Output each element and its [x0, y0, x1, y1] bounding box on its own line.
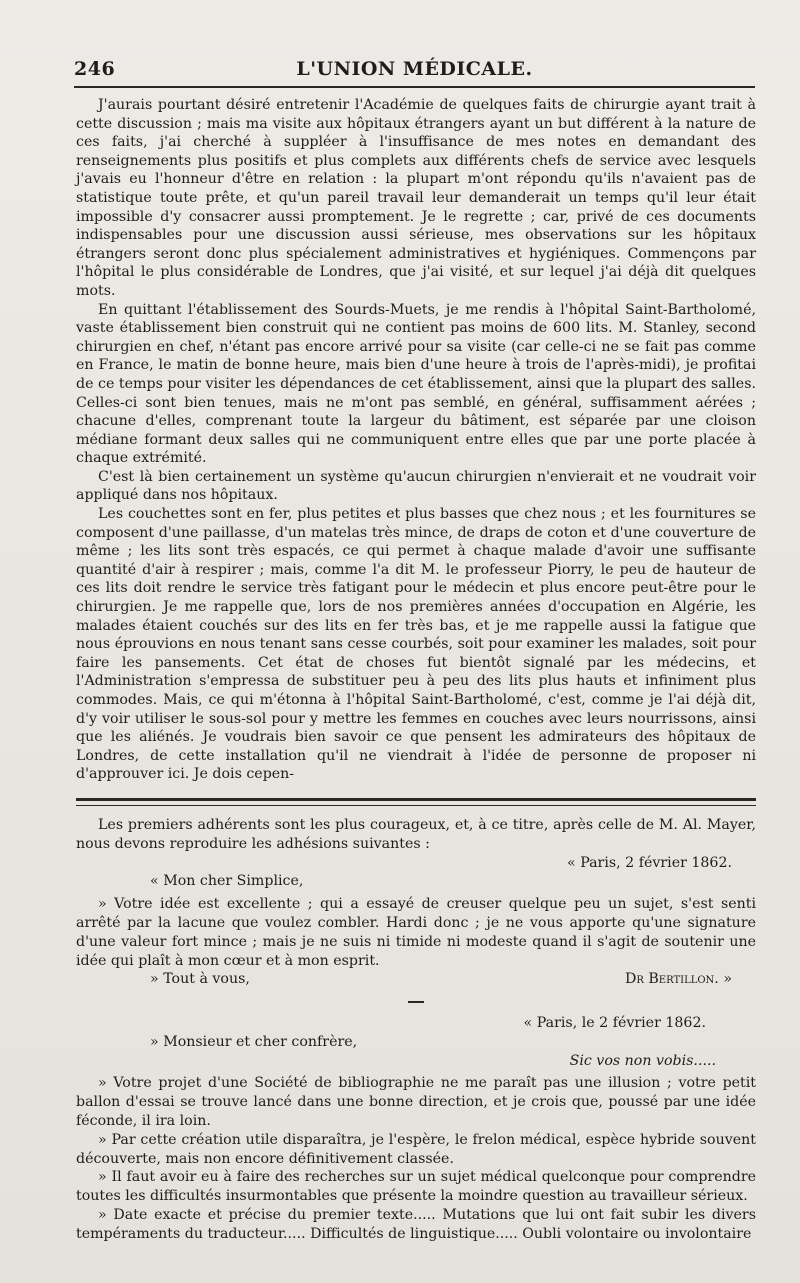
article-paragraph: C'est là bien certainement un système qu'aucun chirurgien n'envierait et ne voudrait voir appliqué dans nos hôpitaux.	[76, 468, 756, 504]
letter1-signoff	[76, 970, 756, 989]
letters-section	[76, 816, 756, 1244]
letter2-paragraph: » Il faut avoir eu à faire des recherches sur un sujet médical quelconque pour comprendre toutes les difficultés insurmontables que présente la moindre question au travailleur sérieux.	[76, 1169, 756, 1205]
article-paragraph: En quittant l'établissement des Sourds-Muets, je me rendis à l'hôpital Saint-Bartholomé, vaste établissement bien construit qui ne contient pas moins de 600 lits. M. Stanley, second chirurgien en chef, n'étant pas encore arrivé pour sa visite (car celle-ci ne se fait pas comme en France, le matin de bonne heure, mais bien d'une heure à trois de l'après-midi), je profitai de ce temps pour visiter les dépendances de cet établissement, ainsi que la plupart des salles. Celles-ci sont bien tenues, mais ne m'ont pas semblé, en général, suffisamment aérées ; chacune d'elles, comprenant toute la largeur du bâtiment, est séparée par une cloison médiane formant deux salles qui ne communiquent entre elles que par une porte placée à chaque extrémité.	[76, 301, 756, 467]
letter2-dateline: « Paris, le 2 février 1862.	[523, 1014, 706, 1031]
letter1-signature: Dr Bertillon. »	[624, 971, 732, 988]
letter2-paragraph: » Par cette création utile disparaîtra, je l'espère, le frelon médical, espèce hybride souvent découverte, mais non encore définitivement classée.	[76, 1131, 756, 1167]
letter1-dateline: « Paris, 2 février 1862.	[567, 854, 732, 871]
article-paragraph: Les couchettes sont en fer, plus petites et plus basses que chez nous ; et les fournitures se composent d'une paillasse, d'un matelas très mince, de draps de coton et d'une couverture de même ; les lits sont très espacés, ce qui permet à chaque malade d'avoir une suffisante quantité d'air à respirer ; mais, comme l'a dit M. le professeur Piorry, le peu de hauteur de ces lits doit rendre le service très fatigant pour le médecin et plus encore peut-être pour le chirurgien. Je me rappelle que, lors de nos premières années d'occupation en Algérie, les malades étaient couchés sur des lits en fer très bas, et je me rappelle aussi la fatigue que nous éprouvions en nous tenant sans cesse courbés, soit pour examiner les malades, soit pour faire les pansements. Cet état de choses fut bientôt signalé par les médecins, et l'Administration s'empressa de substituer peu à peu des lits plus hauts et infiniment plus commodes. Mais, ce qui m'étonna à l'hôpital Saint-Bartholomé, c'est, comme je l'ai déjà dit, d'y voir utiliser le sous-sol pour y mettre les femmes en couches avec leurs nourrissons, ainsi que les aliénés. Je voudrais bien savoir ce que pensent les admirateurs des hôpitaux de Londres, de cette installation qu'il ne viendrait à l'idée de personne de proposer ni d'approuver ici. Je dois cepen-	[76, 506, 756, 783]
article-paragraph: J'aurais pourtant désiré entretenir l'Académie de quelques faits de chirurgie ayant trait à cette discussion ; mais ma visite aux hôpitaux étrangers ayant un but différent à la nature de ces faits, j'ai cherché à suppléer à l'insuffisance de mes notes en demandant des renseignements plus positifs et plus complets aux différents chefs de service avec lesquels j'avais eu l'honneur d'être en relation : la plupart m'ont répondu qu'ils n'avaient pas de statistique toute prête, et qu'un pareil travail leur demanderait un temps qu'il leur était impossible d'y consacrer aussi promptement. Je le regrette ; car, privé de ces documents indispensables pour une discussion aussi sérieuse, mes observations sur les hôpitaux étrangers seront donc plus spécialement administratives et hygiéniques. Commençons par l'hôpital le plus considérable de Londres, que j'ai visité, et sur lequel j'ai déjà dit quelques mots.	[76, 97, 756, 299]
running-head	[74, 54, 755, 84]
journal-title: L'UNION MÉDICALE.	[296, 58, 533, 80]
section-divider	[76, 798, 756, 804]
letter2-motto: Sic vos non vobis.....	[569, 1052, 716, 1069]
letter1-body: » Votre idée est excellente ; qui a essayé de creuser quelque peu un sujet, s'est senti arrêté par la lacune que voulez combler. Hardi donc ; je ne vous apporte qu'une signature d'une valeur fort mince ; mais je ne suis ni timide ni modeste quand il s'agit de soutenir une idée qui plaît à mon cœur et à mon esprit.	[76, 896, 756, 969]
article-body	[76, 96, 756, 784]
letter1-closing: » Tout à vous,	[150, 971, 250, 988]
header-rule	[74, 86, 755, 88]
letter-separator	[76, 993, 756, 1012]
letter1-salutation: « Mon cher Simplice,	[150, 873, 304, 890]
letter2-salutation: » Monsieur et cher confrère,	[150, 1033, 358, 1050]
letter2-paragraph: » Votre projet d'une Société de bibliographie ne me paraît pas une illusion ; votre petit ballon d'essai se trouve lancé dans une bonne direction, et je crois que, poussé par une idée féconde, il ira loin.	[76, 1075, 756, 1129]
letters-intro: Les premiers adhérents sont les plus courageux, et, à ce titre, après celle de M. Al. Mayer, nous devons reproduire les adhésions suivantes :	[76, 817, 756, 852]
letter2-paragraph: » Date exacte et précise du premier texte..... Mutations que lui ont fait subir les divers tempéraments du traducteur..... Difficultés de linguistique..... Oubli volontaire ou involontaire	[76, 1206, 756, 1242]
page-number: 246	[74, 58, 116, 80]
